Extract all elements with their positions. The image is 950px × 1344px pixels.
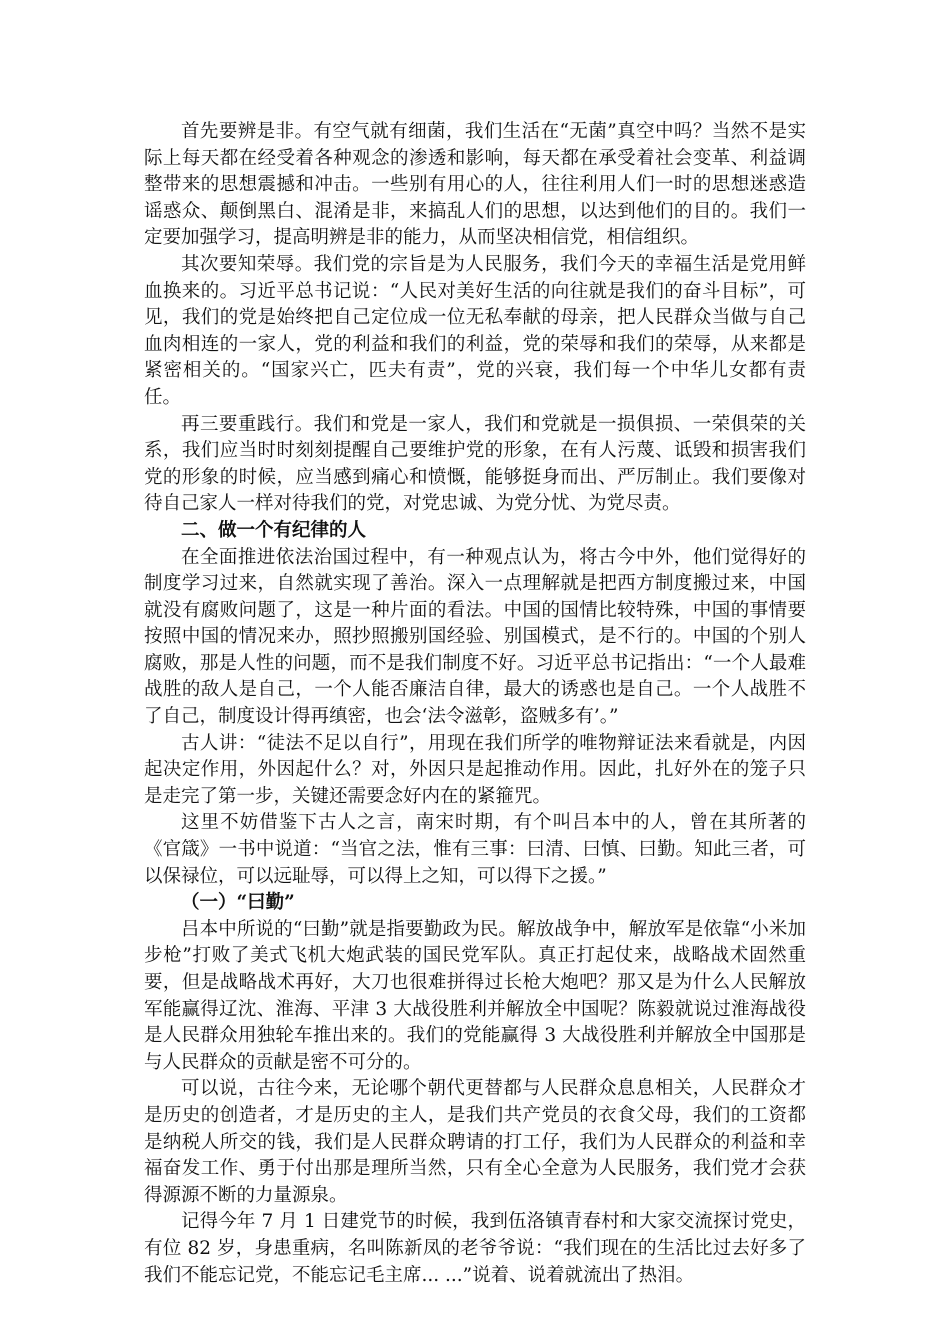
- paragraph-distinguish-right-wrong: 首先要辨是非。有空气就有细菌，我们生活在“无菌”真空中吗？当然不是实际上每天都在经受着各种观念的渗透和影响，每天都在承受着社会变革、利益调整带来的思想震撼和冲击。一些别有用心的人，往往利用人们一时的思想迷惑造谣惑众、颠倒黑白、混淆是非，来搞乱人们的思想，以达到他们的目的。我们一定要加强学习，提高明辨是非的能力，从而坚决相信党，相信组织。: [144, 121, 806, 249]
- paragraph-people-history: 可以说，古往今来，无论哪个朝代更替都与人民群众息息相关，人民群众才是历史的创造者，才是历史的主人，是我们共产党员的衣食父母，我们的工资都是纳税人所交的钱，我们是人民群众聘请的打工仔，我们为人民群众的利益和幸福奋发工作、勇于付出那是理所当然，只有全心全意为人民服务，我们党才会获得源源不断的力量源泉。: [144, 1078, 806, 1206]
- paragraph-diligence: 吕本中所说的“曰勤”就是指要勤政为民。解放战争中，解放军是依靠“小米加步枪”打败了美式飞机大炮武装的国民党军队。真正打起仗来，战略战术固然重要，但是战略战术再好，大刀也很难拼得过长枪大炮吧？那又是为什么人民解放军能赢得辽沈、淮海、平津 3 大战役胜利并解放全中国呢？陈毅就说过淮海战役是人民群众用独轮车推出来的。我们的党能赢得 3 大战役胜利并解放全中国那是与人民群众的贡献是密不可分的。: [144, 918, 806, 1073]
- document-page: [144, 119, 806, 1289]
- paragraph-practice: 再三要重践行。我们和党是一家人，我们和党就是一损俱损、一荣俱荣的关系，我们应当时时刻刻提醒自己要维护党的形象，在有人污蔑、诋毁和损害我们党的形象的时候，应当感到痛心和愤慨，能够挺身而出、严厉制止。我们要像对待自己家人一样对待我们的党，对党忠诚、为党分忧、为党尽责。: [144, 413, 806, 515]
- paragraph-rule-of-law: 在全面推进依法治国过程中，有一种观点认为，将古今中外，他们觉得好的制度学习过来，自然就实现了善治。深入一点理解就是把西方制度搬过来，中国就没有腐败问题了，这是一种片面的看法。中国的国情比较特殊，中国的事情要按照中国的情况来办，照抄照搬别国经验、别国模式，是不行的。中国的个别人腐败，那是人性的问题，而不是我们制度不好。习近平总书记指出：“一个人最难战胜的敌人是自己，一个人能否廉洁自律，最大的诱惑也是自己。一个人战胜不了自己，制度设计得再缜密，也会‘法令滋彰，盗贼多有’。”: [144, 546, 806, 728]
- subsection-heading-diligence: （一）“曰勤”: [181, 892, 295, 914]
- paragraph-know-honor-shame: 其次要知荣辱。我们党的宗旨是为人民服务，我们今天的幸福生活是党用鲜血换来的。习近平总书记说：“人民对美好生活的向往就是我们的奋斗目标”，可见，我们的党是始终把自己定位成一位无私奉献的母亲，把人民群众当做与自己血肉相连的一家人，党的利益和我们的利益，党的荣辱和我们的荣辱，从来都是紧密相关的。“国家兴亡，匹夫有责”，党的兴衰，我们每一个中华儿女都有责任。: [144, 253, 806, 408]
- section-heading-discipline: 二、做一个有纪律的人: [181, 519, 367, 541]
- paragraph-guanzhen: 这里不妨借鉴下古人之言，南宋时期，有个叫吕本中的人，曾在其所著的《官箴》一书中说道：“当官之法，惟有三事：曰清、曰慎、曰勤。知此三者，可以保禄位，可以远耻辱，可以得上之知，可以得下之援。”: [144, 812, 806, 887]
- paragraph-party-anniversary: 记得今年 7 月 1 日建党节的时候，我到伍洛镇青春村和大家交流探讨党史，有位 82 岁，身患重病，名叫陈新凤的老爷爷说：“我们现在的生活比过去好多了我们不能忘记党，不能忘记毛主席... ...”说着、说着就流出了热泪。: [144, 1211, 806, 1286]
- paragraph-ancient-saying: 古人讲：“徒法不足以自行”，用现在我们所学的唯物辩证法来看就是，内因起决定作用，外因起什么？对，外因只是起推动作用。因此，扎好外在的笼子只是走完了第一步，关键还需要念好内在的紧箍咒。: [144, 732, 806, 807]
